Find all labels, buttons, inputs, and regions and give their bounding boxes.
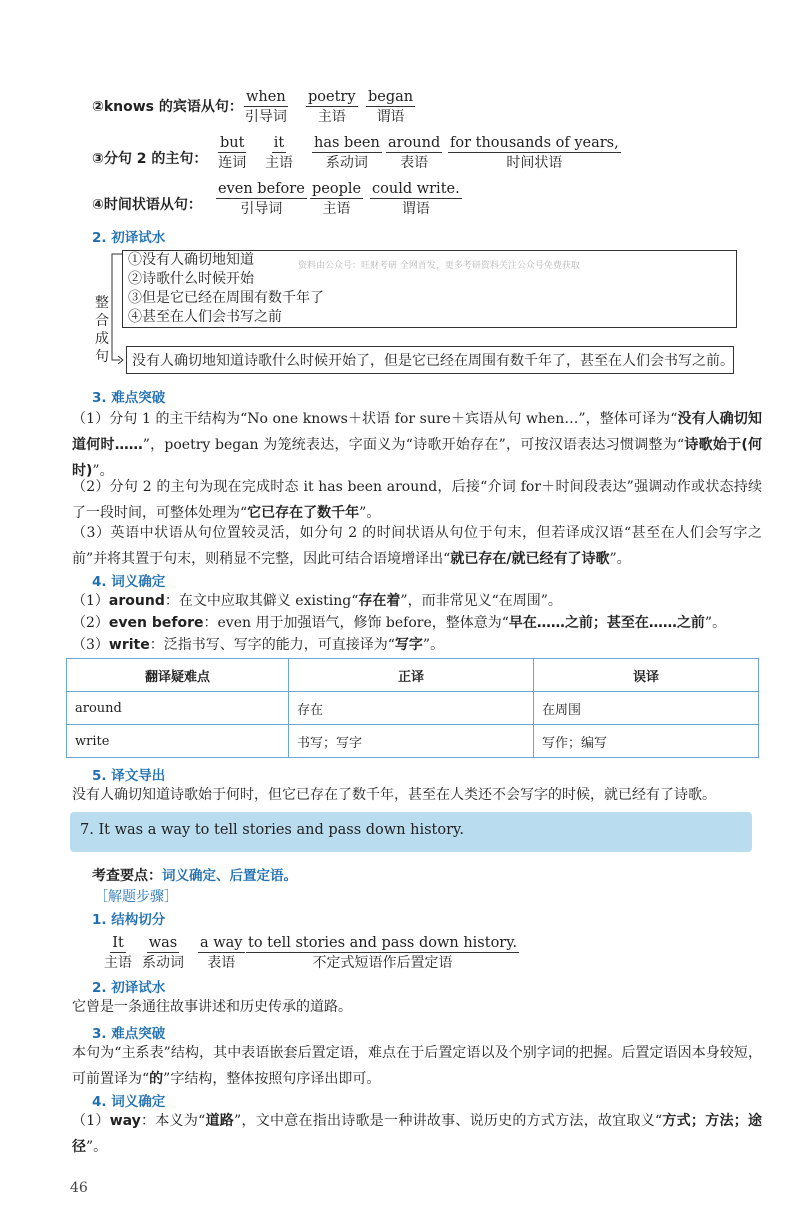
section-title: 4. 词义确定 — [92, 574, 166, 590]
q7-word: to tell stories and pass down history. 不定式短语作后置定语 — [248, 935, 518, 971]
table-header: 翻译疑难点 — [67, 659, 289, 692]
final-translation: 没有人确切知道诗歌始于何时，但它已存在了数千年，甚至在人类还不会写字的时候，就已经有了诗歌。 — [72, 787, 716, 803]
clause4-word: even before 引导词 — [218, 181, 305, 217]
clause4-word: people 主语 — [312, 181, 362, 217]
table-row — [67, 692, 759, 725]
table-cell: write — [67, 725, 289, 758]
paragraph: （3）英语中状语从句位置较灵活，如分句 2 的时间状语从句位于句末，但若译成汉语“甚至在人们会写字之前”并将其置于句末，则稍显不完整，因此可结合语境增译出“就已存在/就已经有了诗歌”。 — [72, 525, 762, 567]
clause4-word: could write. 谓语 — [372, 181, 460, 217]
draft-item: ①没有人确切地知道 — [128, 252, 254, 268]
combined-sentence: 没有人确切地知道诗歌什么时候开始了，但是它已经在周围有数千年了，甚至在人们会书写之前。 — [132, 353, 734, 369]
draft-list — [128, 251, 324, 327]
section-title: 1. 结构切分 — [92, 912, 166, 928]
bracket-arrow — [108, 252, 128, 367]
exam-points: 考查要点：词义确定、后置定语。 — [92, 868, 297, 884]
q7-word: It 主语 — [104, 935, 132, 971]
draft-item: ③但是它已经在周围有数千年了 — [128, 290, 324, 306]
q7-word: a way 表语 — [200, 935, 243, 971]
clause2-word: poetry 主语 — [308, 89, 356, 125]
draft-item: ④甚至在人们会书写之前 — [128, 309, 282, 325]
section-title: 4. 词义确定 — [92, 1094, 166, 1110]
vertical-label: 整 合 成 句 — [95, 295, 109, 365]
table-header-row — [67, 659, 759, 692]
paragraph: 本句为“主系表”结构，其中表语嵌套后置定语，难点在于后置定语以及个别字词的把握。后置定语因本身较短，可前置译为“的”字结构，整体按照句序译出即可。 — [72, 1045, 762, 1087]
table-row — [67, 725, 759, 758]
table-cell: 写作；编写 — [534, 725, 759, 758]
clause3-label: ③分句 2 的主句： — [92, 151, 208, 167]
question-7: 7. It was a way to tell stories and pass down history. — [80, 822, 464, 838]
table-cell: around — [67, 692, 289, 725]
clause2-word: when 引导词 — [244, 89, 287, 125]
paragraph: （1）分句 1 的主干结构为“No one knows＋状语 for sure＋宾语从句 when…”，整体可译为“没有人确切知道何时……”，poetry began 为笼统表达，字面义为“诗歌开始存在”，可按汉语表达习惯调整为“诗歌始于(何时)”。 — [72, 411, 762, 479]
table-cell: 存在 — [289, 692, 534, 725]
clause3-word: it 主语 — [265, 135, 293, 171]
paragraph: （1）around：在文中应取其僻义 existing“存在着”，而非常见义“在周围”。 — [72, 593, 562, 609]
clause3-word: but 连词 — [218, 135, 247, 171]
paragraph: （1）way：本义为“道路”，文中意在指出诗歌是一种讲故事、说历史的方式方法，故宜取义“方式；方法；途径”。 — [72, 1113, 762, 1155]
steps-label: ［解题步骤］ — [94, 889, 178, 905]
clause3-word: has been 系动词 — [314, 135, 380, 171]
section-title: 3. 难点突破 — [92, 1026, 166, 1042]
table-header: 正译 — [289, 659, 534, 692]
section-title: 2. 初译试水 — [92, 980, 166, 996]
draft-translation: 它曾是一条通往故事讲述和历史传承的道路。 — [72, 999, 352, 1015]
page-number: 46 — [70, 1180, 88, 1196]
clause2-word: began 谓语 — [368, 89, 414, 125]
paragraph: （2）even before：even 用于加强语气，修饰 before，整体意为“早在……之前；甚至在……之前”。 — [72, 615, 727, 631]
clause3-word: for thousands of years, 时间状语 — [450, 135, 619, 171]
draft-item: ②诗歌什么时候开始 — [128, 271, 254, 287]
paragraph: （3）write：泛指书写、写字的能力，可直接译为“写字”。 — [72, 637, 445, 653]
paragraph: （2）分句 2 的主句为现在完成时态 it has been around，后接“介词 for＋时间段表达”强调动作或状态持续了一段时间，可整体处理为“它已存在了数千年”。 — [72, 479, 762, 521]
section-title: 2. 初译试水 — [92, 230, 166, 246]
translation-table — [66, 658, 759, 758]
table-header: 误译 — [534, 659, 759, 692]
watermark: 资料由公众号：旺财考研 全网首发，更多考研资料关注公众号免费获取 — [298, 261, 580, 271]
section-title: 3. 难点突破 — [92, 390, 166, 406]
clause4-label: ④时间状语从句： — [92, 197, 202, 213]
section-title: 5. 译文导出 — [92, 768, 166, 784]
table-cell: 书写；写字 — [289, 725, 534, 758]
clause2-label: ②knows 的宾语从句： — [92, 99, 243, 115]
table-cell: 在周围 — [534, 692, 759, 725]
q7-word: was 系动词 — [142, 935, 184, 971]
clause3-word: around 表语 — [388, 135, 441, 171]
